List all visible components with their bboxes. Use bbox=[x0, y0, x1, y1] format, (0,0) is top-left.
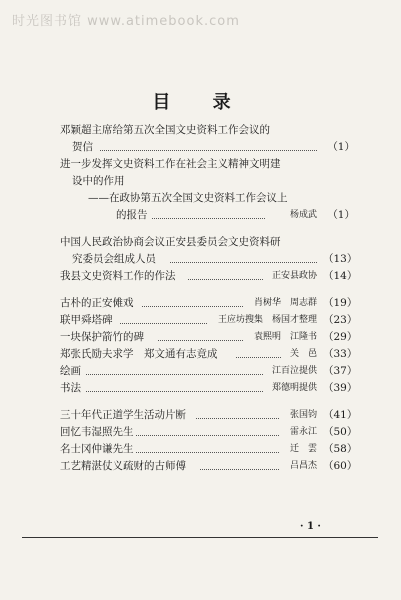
toc-entry bbox=[60, 295, 358, 312]
entry-title: 工艺精湛仗义疏财的古师傅 bbox=[60, 460, 186, 472]
entry-title: 绘画 bbox=[60, 365, 81, 377]
toc-entry bbox=[60, 122, 355, 139]
toc-entry bbox=[60, 329, 358, 346]
dot-leader bbox=[188, 278, 263, 280]
toc-entry bbox=[60, 173, 355, 190]
dot-leader bbox=[136, 451, 279, 453]
entry-title: 贺信 bbox=[72, 141, 93, 153]
entry-author: 雷永江 bbox=[289, 427, 317, 437]
dot-leader bbox=[152, 217, 265, 219]
toc-entry bbox=[60, 207, 355, 224]
entry-author: 吕昌杰 bbox=[289, 461, 317, 471]
toc-entry bbox=[60, 139, 355, 156]
dot-leader bbox=[158, 339, 243, 341]
dot-leader bbox=[196, 417, 279, 419]
entry-author: 关 邑 bbox=[289, 349, 317, 359]
toc-entry bbox=[60, 407, 358, 424]
entry-page: （33） bbox=[323, 348, 358, 360]
entry-title: 邓颖超主席给第五次全国文史资料工作会议的 bbox=[60, 124, 270, 136]
toc-entry bbox=[60, 363, 358, 380]
entry-author: 江百泣提供 bbox=[271, 366, 317, 376]
entry-page: （23） bbox=[323, 314, 358, 326]
toc-entry bbox=[60, 458, 358, 475]
entry-author: 郑德明提供 bbox=[271, 383, 317, 393]
dot-leader bbox=[136, 434, 279, 436]
entry-page: （60） bbox=[323, 460, 358, 472]
toc-entry bbox=[60, 312, 358, 329]
entry-title: 究委员会组成人员 bbox=[72, 253, 156, 265]
bottom-rule bbox=[22, 537, 378, 538]
entry-title: 设中的作用 bbox=[72, 175, 125, 187]
entry-author: 袁熙明 江隆书 bbox=[253, 332, 317, 342]
entry-title: 联甲舜塔碑 bbox=[60, 314, 113, 326]
entry-page: （1） bbox=[327, 141, 355, 153]
entry-page: （1） bbox=[327, 209, 355, 221]
entry-title: 中国人民政治协商会议正安县委员会文史资料研 bbox=[60, 236, 281, 248]
entry-title: 古朴的正安傩戏 bbox=[60, 297, 134, 309]
entry-title: 三十年代正道学生活动片断 bbox=[60, 409, 186, 421]
entry-title: 进一步发挥文史资料工作在社会主义精神文明建 bbox=[60, 158, 281, 170]
entry-author: 正安县政协 bbox=[271, 271, 317, 281]
toc-entry bbox=[60, 190, 355, 207]
entry-title: 郑张氏励夫求学 郑文通有志竟成 bbox=[60, 348, 218, 360]
dot-leader bbox=[170, 261, 317, 263]
toc-entry bbox=[60, 268, 358, 285]
entry-author: 肖树华 周志群 bbox=[253, 298, 317, 308]
page-number: · 1 · bbox=[300, 521, 321, 532]
entry-title: 名士冈仲谦先生 bbox=[60, 443, 134, 455]
entry-page: （41） bbox=[323, 409, 358, 421]
entry-page: （14） bbox=[323, 270, 358, 282]
dot-leader bbox=[236, 356, 281, 358]
dot-leader bbox=[100, 149, 317, 151]
entry-title: 的报告 bbox=[116, 209, 148, 221]
entry-title: 我县文史资料工作的作法 bbox=[60, 270, 176, 282]
entry-title: ——在政协第五次全国文史资料工作会议上 bbox=[88, 192, 288, 204]
toc-entry bbox=[60, 424, 358, 441]
table-of-contents bbox=[60, 122, 358, 475]
entry-page: （29） bbox=[323, 331, 358, 343]
toc-entry bbox=[60, 251, 358, 268]
dot-leader bbox=[86, 390, 263, 392]
entry-page: （50） bbox=[323, 426, 358, 438]
dot-leader bbox=[86, 373, 263, 375]
entry-page: （37） bbox=[323, 365, 358, 377]
dot-leader bbox=[120, 322, 207, 324]
entry-author: 张国钧 bbox=[289, 410, 317, 420]
entry-author: 迁 雲 bbox=[289, 444, 317, 454]
dot-leader bbox=[200, 468, 279, 470]
entry-author: 杨成武 bbox=[289, 210, 317, 220]
toc-entry bbox=[60, 156, 355, 173]
entry-title: 回忆韦湿照先生 bbox=[60, 426, 134, 438]
entry-page: （19） bbox=[323, 297, 358, 309]
page-title: 目 录 bbox=[152, 92, 249, 113]
toc-entry bbox=[60, 441, 358, 458]
entry-title: 一块保护箭竹的碑 bbox=[60, 331, 144, 343]
entry-page: （58） bbox=[323, 443, 358, 455]
toc-entry bbox=[60, 234, 355, 251]
entry-page: （39） bbox=[323, 382, 358, 394]
entry-author: 王应坊搜集 杨国才整理 bbox=[217, 315, 317, 325]
toc-entry bbox=[60, 380, 358, 397]
entry-title: 书法 bbox=[60, 382, 81, 394]
watermark: 时光图书馆 www.atimebook.com bbox=[12, 14, 240, 29]
dot-leader bbox=[142, 305, 243, 307]
entry-page: （13） bbox=[323, 253, 358, 265]
toc-entry bbox=[60, 346, 358, 363]
